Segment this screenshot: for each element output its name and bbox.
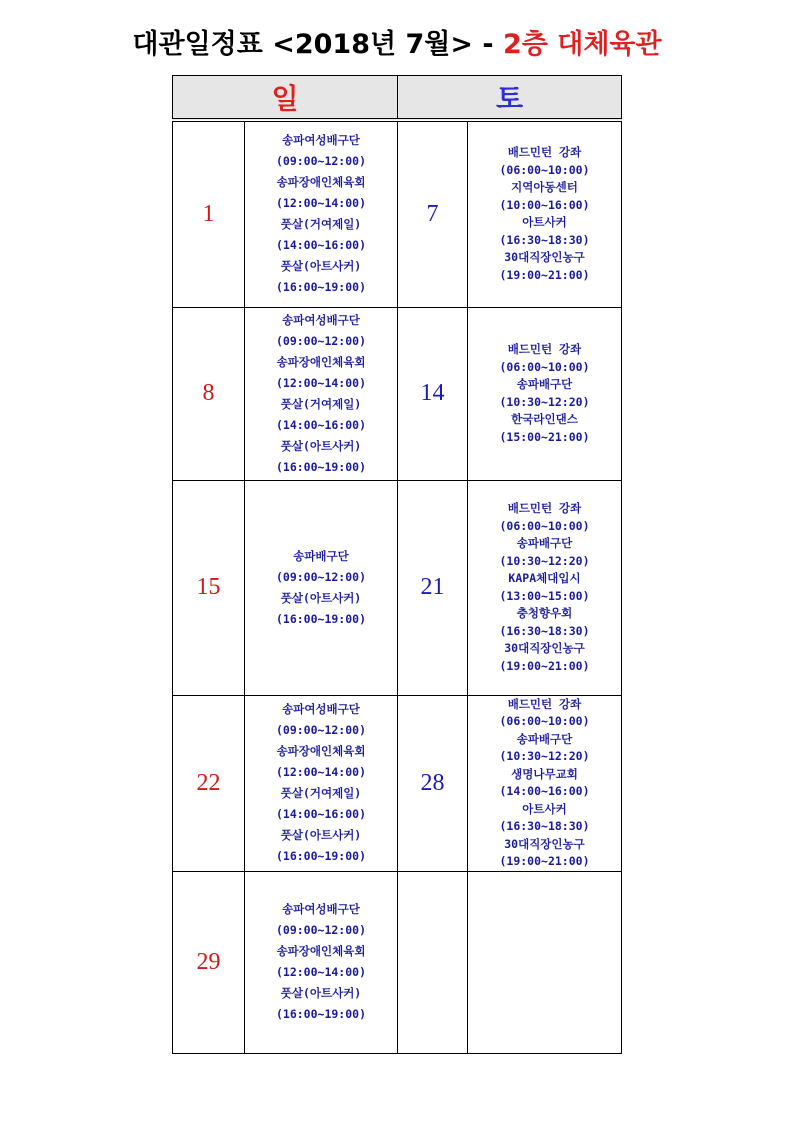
event-line: 풋살(아트사커) <box>280 438 362 453</box>
table-row <box>173 871 622 1053</box>
event-line: 풋살(거여제일) <box>280 786 362 801</box>
saturday-date <box>398 871 468 1053</box>
sunday-date: 15 <box>173 480 245 695</box>
event-line: (09:00~12:00) <box>275 154 366 169</box>
event-line: 지역아동센터 <box>511 180 578 195</box>
event-line: (16:30~18:30) <box>499 232 590 247</box>
saturday-date: 14 <box>398 307 468 480</box>
event-line: 송파장애인체육회 <box>276 944 366 959</box>
event-line: 송파배구단 <box>516 731 573 746</box>
sunday-date: 22 <box>173 695 245 871</box>
event-line: (06:00~10:00) <box>499 359 590 374</box>
event-line: (13:00~15:00) <box>499 588 590 603</box>
saturday-date: 21 <box>398 480 468 695</box>
saturday-events <box>468 120 622 307</box>
event-line: 배드민턴 강좌 <box>507 145 582 160</box>
event-line: 풋살(아트사커) <box>280 259 362 274</box>
event-line: KAPA체대입시 <box>508 571 581 586</box>
event-line: 아트사커 <box>522 801 567 816</box>
event-line: 송파배구단 <box>516 377 573 392</box>
event-line: 30대직장인농구 <box>504 836 585 851</box>
event-line: (06:00~10:00) <box>499 518 590 533</box>
event-line: 아트사커 <box>522 215 567 230</box>
sunday-events <box>245 120 398 307</box>
event-line: 배드민턴 강좌 <box>507 342 582 357</box>
event-line: 송파여성배구단 <box>282 133 360 148</box>
event-line: 한국라인댄스 <box>511 412 578 427</box>
event-line: 송파장애인체육회 <box>276 354 366 369</box>
event-line: (16:00~19:00) <box>275 611 366 626</box>
event-line: (16:00~19:00) <box>275 459 366 474</box>
title-main: 대관일정표 <2018년 7월> - <box>132 29 503 60</box>
header-saturday: 토 <box>398 76 622 121</box>
event-line: (16:00~19:00) <box>275 1007 366 1022</box>
event-line: (19:00~21:00) <box>499 267 590 282</box>
sunday-date: 8 <box>173 307 245 480</box>
sunday-events <box>245 695 398 871</box>
event-line: 송파장애인체육회 <box>276 744 366 759</box>
event-line: 배드민턴 강좌 <box>507 501 582 516</box>
event-line: (12:00~14:00) <box>275 965 366 980</box>
event-line: 충청향우회 <box>516 606 573 621</box>
event-line: 송파배구단 <box>516 536 573 551</box>
table-row <box>173 307 622 480</box>
event-line: (09:00~12:00) <box>275 569 366 584</box>
event-line: (06:00~10:00) <box>499 162 590 177</box>
saturday-date: 28 <box>398 695 468 871</box>
event-line: (19:00~21:00) <box>499 658 590 673</box>
event-line: (12:00~14:00) <box>275 196 366 211</box>
event-line: 30대직장인농구 <box>504 641 585 656</box>
event-line: (14:00~16:00) <box>275 417 366 432</box>
table-row <box>173 120 622 307</box>
event-line: 송파여성배구단 <box>282 902 360 917</box>
event-line: (06:00~10:00) <box>499 714 590 729</box>
saturday-events <box>468 871 622 1053</box>
event-line: (12:00~14:00) <box>275 765 366 780</box>
event-line: (19:00~21:00) <box>499 854 590 869</box>
event-line: 풋살(아트사커) <box>280 986 362 1001</box>
event-line: 생명나무교회 <box>511 766 578 781</box>
schedule-table <box>172 75 622 1054</box>
event-line: 배드민턴 강좌 <box>507 696 582 711</box>
event-line: 풋살(아트사커) <box>280 590 362 605</box>
event-line: (14:00~16:00) <box>499 784 590 799</box>
event-line: (16:00~19:00) <box>275 849 366 864</box>
saturday-events <box>468 695 622 871</box>
event-line: (16:30~18:30) <box>499 623 590 638</box>
event-line: 송파여성배구단 <box>282 312 360 327</box>
event-line: 30대직장인농구 <box>504 250 585 265</box>
sunday-date: 29 <box>173 871 245 1053</box>
sunday-events <box>245 871 398 1053</box>
sunday-date: 1 <box>173 120 245 307</box>
sunday-events <box>245 480 398 695</box>
page-title <box>0 22 794 61</box>
event-line: 풋살(거여제일) <box>280 396 362 411</box>
table-row <box>173 695 622 871</box>
event-line: (15:00~21:00) <box>499 429 590 444</box>
event-line: (16:00~19:00) <box>275 280 366 295</box>
header-row <box>173 76 622 121</box>
saturday-events <box>468 307 622 480</box>
saturday-events <box>468 480 622 695</box>
event-line: (09:00~12:00) <box>275 723 366 738</box>
event-line: (16:30~18:30) <box>499 819 590 834</box>
event-line: (09:00~12:00) <box>275 923 366 938</box>
event-line: (10:30~12:20) <box>499 394 590 409</box>
sunday-events <box>245 307 398 480</box>
event-line: (10:30~12:20) <box>499 553 590 568</box>
event-line: 송파배구단 <box>293 548 349 563</box>
event-line: (14:00~16:00) <box>275 807 366 822</box>
event-line: 풋살(아트사커) <box>280 828 362 843</box>
event-line: (14:00~16:00) <box>275 238 366 253</box>
event-line: (09:00~12:00) <box>275 333 366 348</box>
event-line: 송파여성배구단 <box>282 702 360 717</box>
header-sunday: 일 <box>173 76 398 121</box>
event-line: (10:30~12:20) <box>499 749 590 764</box>
title-venue: 2층 대체육관 <box>502 29 662 60</box>
saturday-date: 7 <box>398 120 468 307</box>
event-line: (12:00~14:00) <box>275 375 366 390</box>
event-line: 풋살(거여제일) <box>280 217 362 232</box>
table-row <box>173 480 622 695</box>
event-line: (10:00~16:00) <box>499 197 590 212</box>
event-line: 송파장애인체육회 <box>276 175 366 190</box>
